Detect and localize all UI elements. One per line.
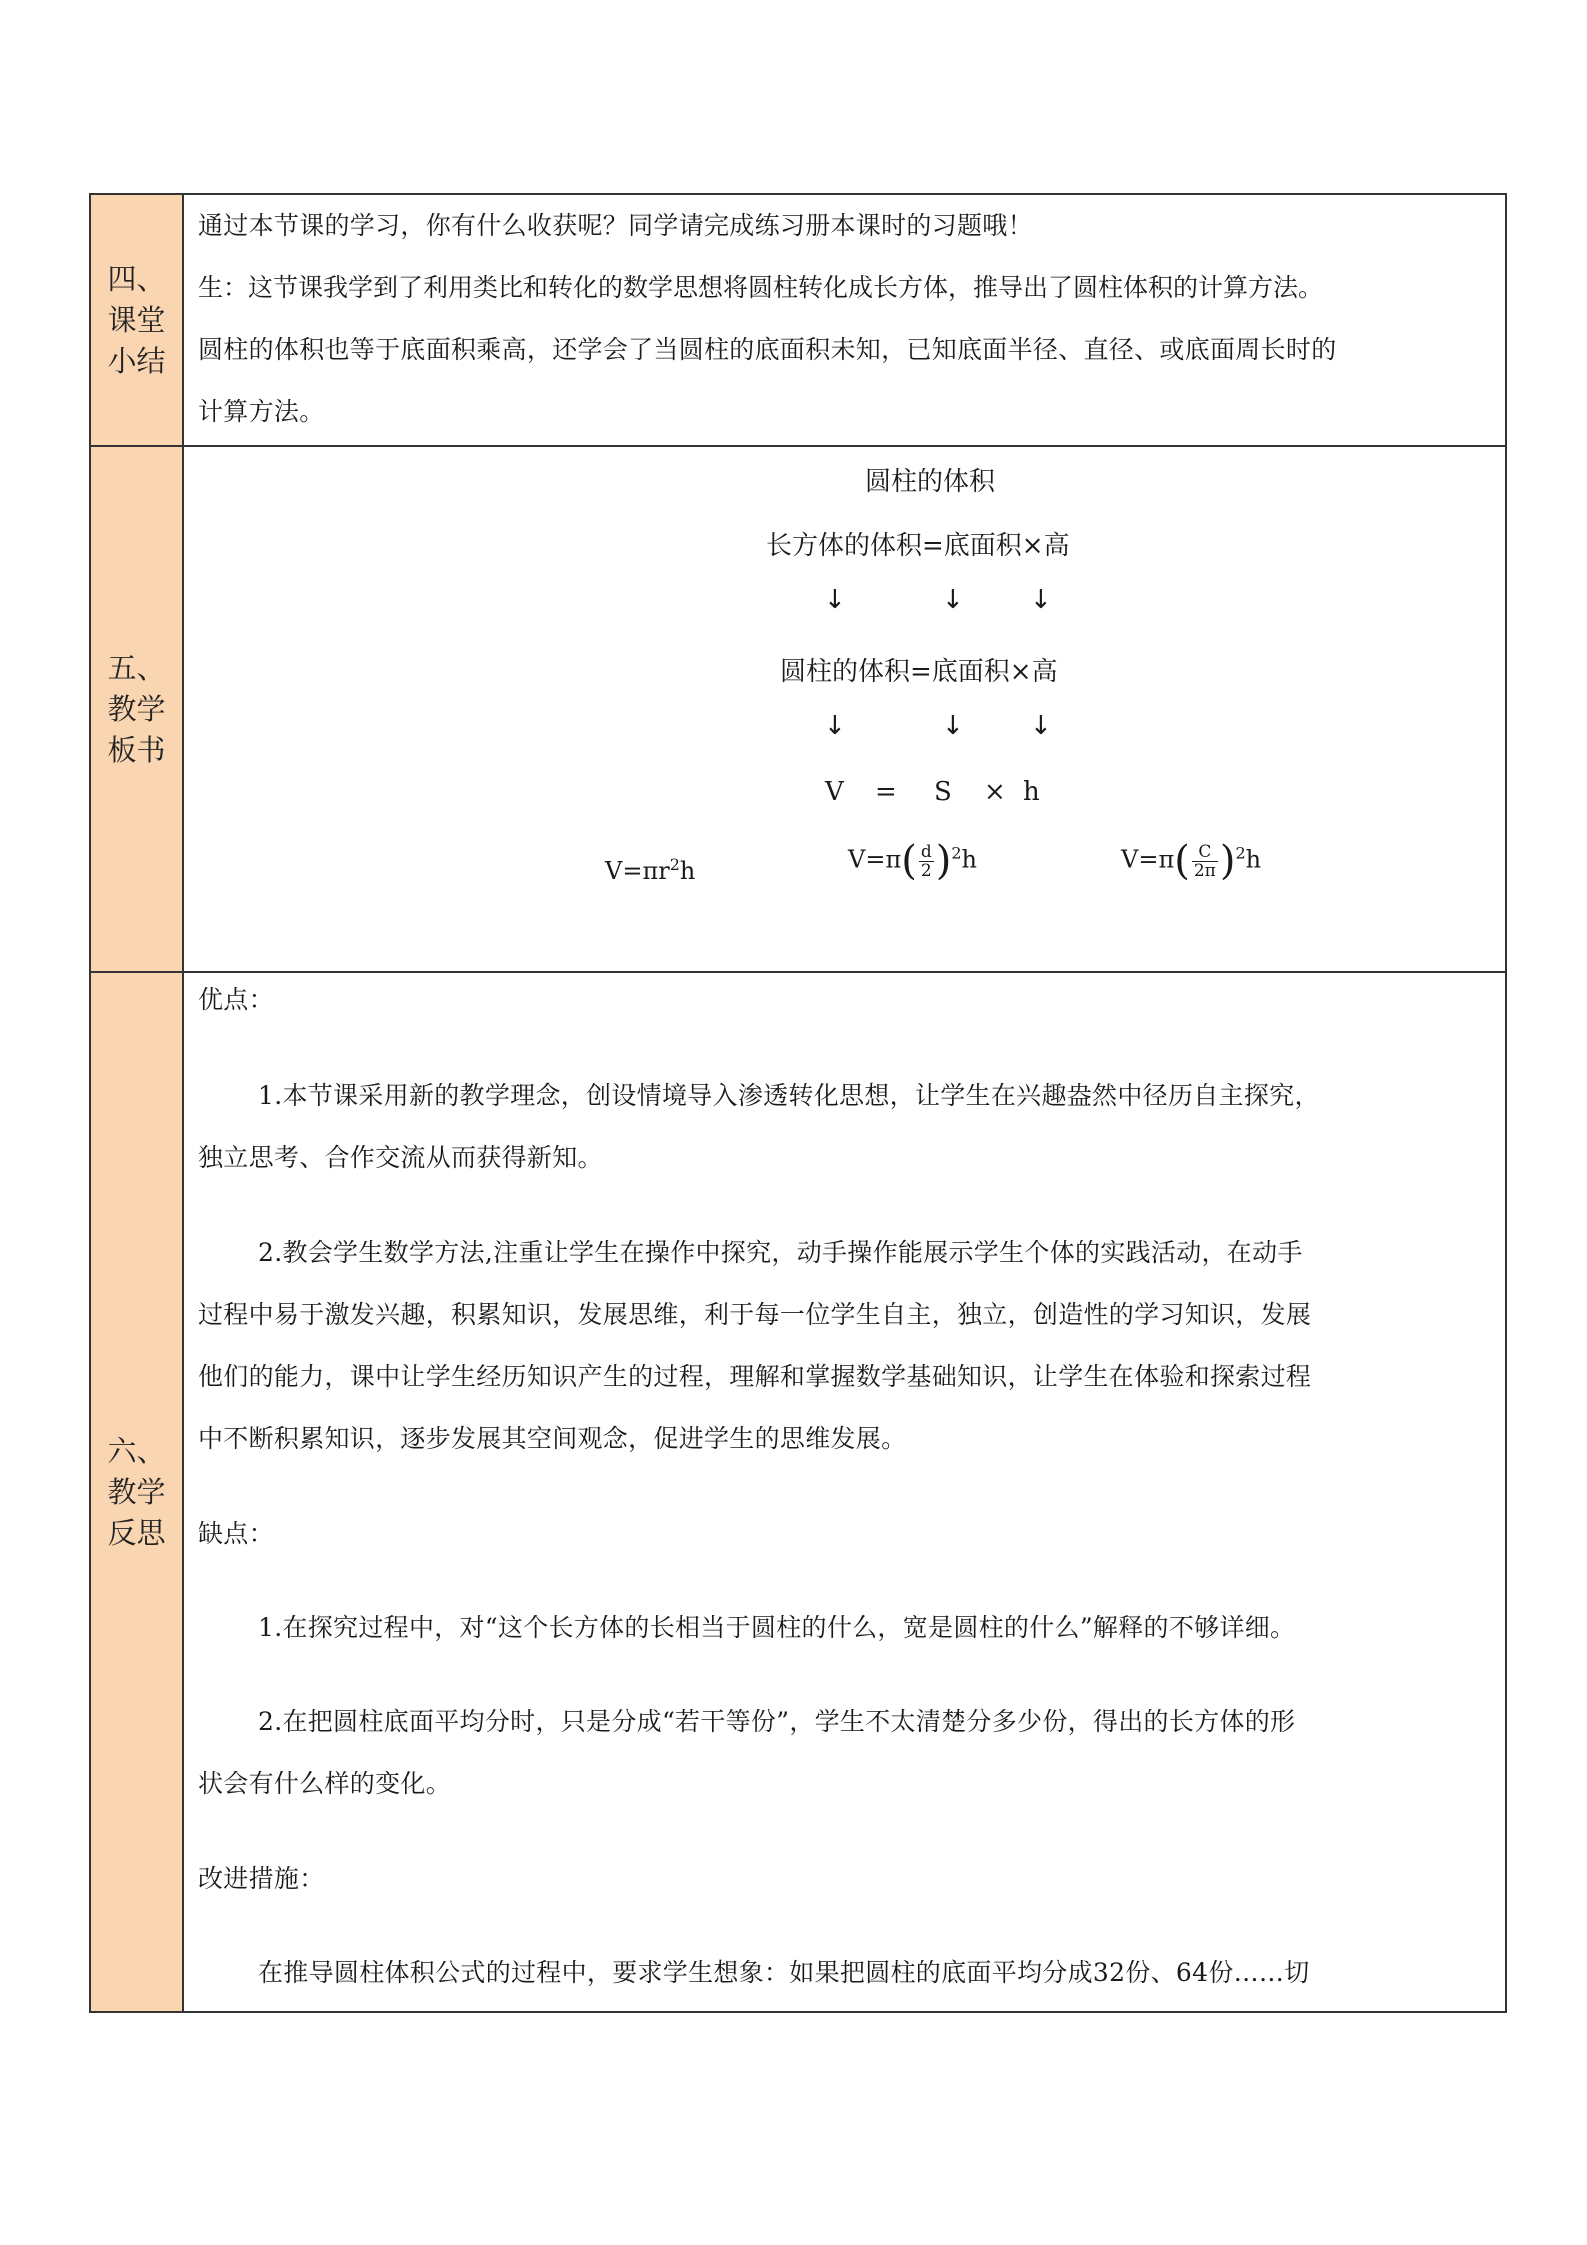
arrow-icon: ↓ [1030, 711, 1052, 741]
label-line: 教学 [107, 1474, 166, 1509]
text-line: 他们的能力，课中让学生经历知识产生的过程，理解和掌握数学基础知识，让学生在体验和探索过程 [198, 1362, 1312, 1391]
text-line: 生：这节课我学到了利用类比和转化的数学思想将圆柱转化成长方体，推导出了圆柱体积的计算方法。 [198, 273, 1324, 302]
formula-part: h [961, 845, 977, 874]
heading-improve: 改进措施： [198, 1864, 325, 1893]
board-row [91, 447, 1505, 973]
fraction-num: C [1192, 843, 1218, 862]
arrow-icon: ↓ [824, 585, 846, 615]
symbol-eq: = [875, 777, 897, 807]
board-line-cylinder: 圆柱的体积=底面积×高 [780, 657, 1058, 687]
board-content [184, 447, 1505, 971]
summary-row [91, 195, 1505, 447]
formula-exp: 2 [951, 843, 962, 863]
label-line: 六、 [107, 1433, 166, 1468]
lesson-table [89, 193, 1507, 2013]
fraction-den: 2π [1193, 860, 1216, 881]
arrow-icon: ↓ [942, 585, 964, 615]
formula-circumference: V=π( $\frac{C}{2\pi}$ )$^2$h [1121, 838, 1262, 884]
symbol-times: × [984, 777, 1006, 807]
label-line: 小结 [107, 343, 166, 378]
text-line: 通过本节课的学习，你有什么收获呢？同学请完成练习册本课时的习题哦！ [198, 211, 1033, 240]
board-line-cuboid: 长方体的体积=底面积×高 [766, 531, 1070, 561]
fraction [1192, 843, 1218, 880]
formula-part: h [1245, 845, 1262, 874]
formula-diameter: V=π( $\frac{d}{2}$ )$^2$h [848, 838, 977, 884]
label-line: 课堂 [107, 302, 166, 337]
label-line: 反思 [107, 1515, 166, 1550]
fraction-num: d [920, 841, 932, 862]
arrow-icon: ↓ [1030, 585, 1052, 615]
symbol-s: S [934, 777, 952, 807]
fraction-den: 2 [920, 860, 932, 881]
text-line: 圆柱的体积也等于底面积乘高，还学会了当圆柱的底面积未知，已知底面半径、直径、或底面周长时的 [198, 335, 1337, 364]
label-line: 四、 [107, 261, 166, 296]
formula-part: V=πr [605, 857, 670, 885]
text-line: 2.在把圆柱底面平均分时，只是分成“若干等份”，学生不太清楚分多少份，得出的长方体的形 [258, 1707, 1296, 1736]
symbol-h: h [1023, 777, 1040, 807]
reflection-label [91, 973, 184, 2011]
summary-label [91, 195, 184, 445]
reflection-content [184, 973, 1505, 2011]
summary-content [184, 195, 1505, 445]
reflection-row [91, 973, 1505, 2011]
heading-cons: 缺点： [198, 1519, 274, 1548]
formula-part: V=π [1121, 845, 1175, 874]
arrow-icon: ↓ [824, 711, 846, 741]
text-line: 在推导圆柱体积公式的过程中，要求学生想象：如果把圆柱的底面平均分成32份、64份……切 [258, 1958, 1310, 1987]
text-line: 2.教会学生数学方法,注重让学生在操作中探究，动手操作能展示学生个体的实践活动，在动手 [258, 1238, 1303, 1267]
fraction [919, 843, 934, 880]
symbol-v: V [825, 777, 844, 807]
formula-part: V=π [848, 845, 902, 874]
board-title: 圆柱的体积 [865, 467, 996, 497]
label-line: 五、 [107, 650, 166, 685]
text-line: 1.本节课采用新的教学理念，创设情境导入渗透转化思想，让学生在兴趣盎然中径历自主探究， [258, 1081, 1320, 1110]
text-line: 独立思考、合作交流从而获得新知。 [198, 1143, 603, 1172]
arrow-icon: ↓ [942, 711, 964, 741]
formula-radius [605, 855, 695, 885]
formula-part: h [679, 857, 696, 885]
label-line: 板书 [107, 732, 166, 767]
text-line: 过程中易于激发兴趣，积累知识，发展思维，利于每一位学生自主，独立，创造性的学习知识，发展 [198, 1300, 1312, 1329]
board-label [91, 447, 184, 971]
text-line: 1.在探究过程中，对“这个长方体的长相当于圆柱的什么，宽是圆柱的什么”解释的不够详细。 [258, 1613, 1296, 1642]
formula-exp: 2 [1235, 843, 1246, 863]
text-line: 状会有什么样的变化。 [198, 1769, 452, 1798]
label-line: 教学 [107, 691, 166, 726]
heading-pros: 优点： [198, 985, 274, 1014]
text-line: 中不断积累知识，逐步发展其空间观念，促进学生的思维发展。 [198, 1424, 907, 1453]
formula-exp: 2 [669, 855, 680, 874]
text-line: 计算方法。 [198, 397, 325, 426]
